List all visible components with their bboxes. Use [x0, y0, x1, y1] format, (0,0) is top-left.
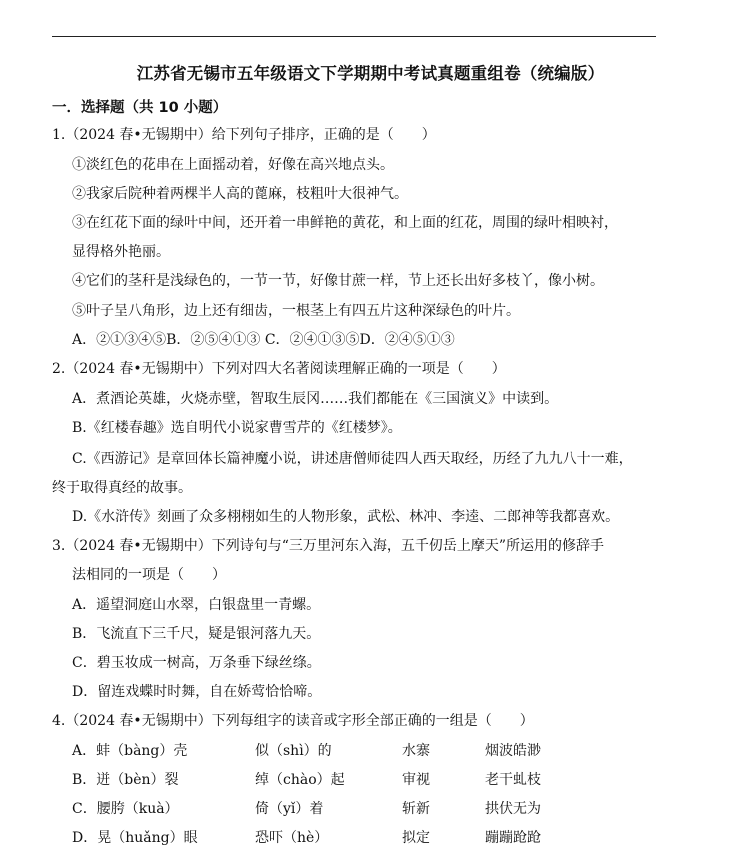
- q4-row-d-col-4: 蹦蹦跄跄: [485, 830, 541, 846]
- q1-stem: 1.（2024 春•无锡期中）给下列句子排序，正确的是（ ）: [52, 127, 436, 143]
- q4-row-b-col-2: 绰（chào）起: [255, 772, 345, 788]
- q3-option-b: B．飞流直下三千尺，疑是银河落九天。: [72, 626, 321, 642]
- q2-option-c-cont: 终于取得真经的故事。: [52, 480, 192, 496]
- q4-row-d-col-3: 拟定: [402, 830, 430, 846]
- q2-option-b: B.《红楼春趣》选自明代小说家曹雪芹的《红楼梦》。: [72, 420, 402, 436]
- header-rule: [52, 36, 656, 37]
- q1-item-5: ⑤叶子呈八角形，边上还有细齿，一根茎上有四五片这种深绿色的叶片。: [72, 303, 520, 319]
- q1-item-1: ①淡红色的花串在上面摇动着，好像在高兴地点头。: [72, 157, 394, 173]
- q4-row-b-col-1: B．迸（bèn）裂: [72, 772, 179, 788]
- q1-options: A．②①③④⑤B．②⑤④①③ C．②④①③⑤D．②④⑤①③: [72, 332, 455, 348]
- section-heading: 一．选择题（共 10 小题）: [52, 100, 228, 116]
- q4-row-b-col-3: 审视: [402, 772, 430, 788]
- q4-row-a-col-2: 似（shì）的: [255, 743, 332, 759]
- q1-item-4: ④它们的茎秆是浅绿色的，一节一节，好像甘蔗一样，节上还长出好多枝丫，像小树。: [72, 273, 604, 289]
- q3-option-a: A．遥望洞庭山水翠，白银盘里一青螺。: [72, 597, 321, 613]
- q4-row-a-col-4: 烟波皓渺: [485, 743, 541, 759]
- q4-row-b-col-4: 老干虬枝: [485, 772, 541, 788]
- q4-row-c-col-4: 拱伏无为: [485, 801, 541, 817]
- q2-option-d: D.《水浒传》刻画了众多栩栩如生的人物形象，武松、林冲、李逵、二郎神等我都喜欢。: [72, 509, 620, 525]
- q4-row-c-col-3: 斩新: [402, 801, 430, 817]
- q3-stem: 3.（2024 春•无锡期中）下列诗句与“三万里河东入海，五千仞岳上摩天”所运用的修辞手: [52, 538, 605, 554]
- q1-item-3-cont: 显得格外艳丽。: [72, 244, 170, 260]
- q4-row-d-col-1: D．晃（huǎng）眼: [72, 830, 198, 846]
- q3-option-c: C．碧玉妆成一树高，万条垂下绿丝绦。: [72, 655, 321, 671]
- q3-option-d: D．留连戏蝶时时舞，自在娇莺恰恰啼。: [72, 684, 322, 700]
- q4-row-d-col-2: 恐吓（hè）: [255, 830, 329, 846]
- q2-stem: 2.（2024 春•无锡期中）下列对四大名著阅读理解正确的一项是（ ）: [52, 361, 506, 377]
- q4-stem: 4.（2024 春•无锡期中）下列每组字的读音或字形全部正确的一组是（ ）: [52, 713, 534, 729]
- page-title: 江苏省无锡市五年级语文下学期期中考试真题重组卷（统编版）: [136, 64, 605, 83]
- q4-row-a-col-1: A．蚌（bàng）壳: [72, 743, 188, 759]
- q4-row-a-col-3: 水寨: [402, 743, 430, 759]
- q4-row-c-col-2: 倚（yǐ）着: [255, 801, 324, 817]
- q2-option-a: A．煮酒论英雄，火烧赤壁，智取生辰冈……我们都能在《三国演义》中读到。: [72, 391, 559, 407]
- q1-item-3: ③在红花下面的绿叶中间，还开着一串鲜艳的黄花，和上面的红花，周围的绿叶相映衬，: [72, 215, 618, 231]
- q3-stem-cont: 法相同的一项是（ ）: [72, 567, 226, 583]
- q2-option-c: C.《西游记》是章回体长篇神魔小说，讲述唐僧师徒四人西天取经，历经了九九八十一难，: [72, 451, 633, 467]
- q4-row-c-col-1: C．腰胯（kuà）: [72, 801, 179, 817]
- q1-item-2: ②我家后院种着两棵半人高的蓖麻，枝粗叶大很神气。: [72, 186, 408, 202]
